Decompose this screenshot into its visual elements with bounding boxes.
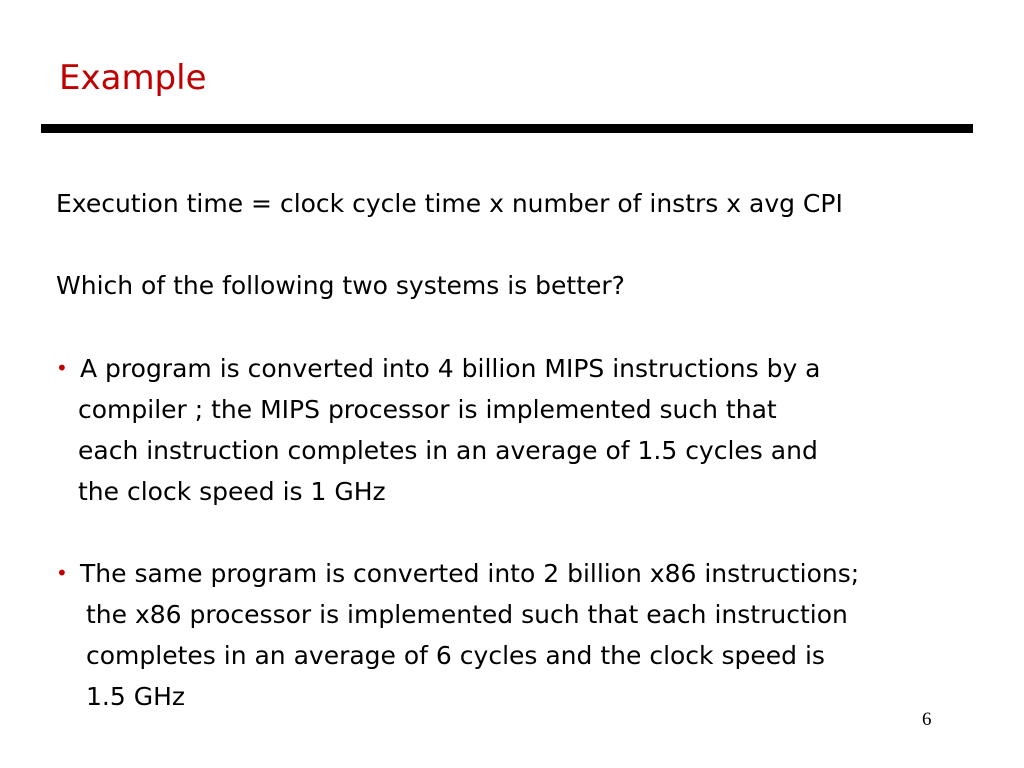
page-number: 6 (922, 709, 932, 730)
bullet-line: completes in an average of 6 cycles and the clock speed is (86, 641, 825, 670)
bullet-line: compiler ; the MIPS processor is implemented such that (78, 395, 777, 424)
bullet-text: The same program is converted into 2 billion x86 instructions; (80, 559, 860, 588)
bullet-line: the clock speed is 1 GHz (78, 477, 386, 506)
bullet-dot-icon: • (56, 561, 68, 585)
bullet-text: A program is converted into 4 billion MIPS instructions by a (80, 354, 821, 383)
title-divider (41, 124, 973, 133)
formula-text: Execution time = clock cycle time x number of instrs x avg CPI (56, 189, 843, 218)
bullet-line (56, 348, 821, 389)
bullet-item-mips (56, 348, 821, 512)
bullet-item-x86 (56, 553, 859, 717)
question-text: Which of the following two systems is better? (56, 271, 625, 300)
bullet-line: the x86 processor is implemented such that each instruction (86, 600, 848, 629)
bullet-dot-icon: • (56, 356, 68, 380)
slide-title: Example (59, 58, 207, 98)
bullet-line (56, 553, 859, 594)
bullet-line: 1.5 GHz (86, 682, 185, 711)
bullet-line: each instruction completes in an average of 1.5 cycles and (78, 436, 818, 465)
